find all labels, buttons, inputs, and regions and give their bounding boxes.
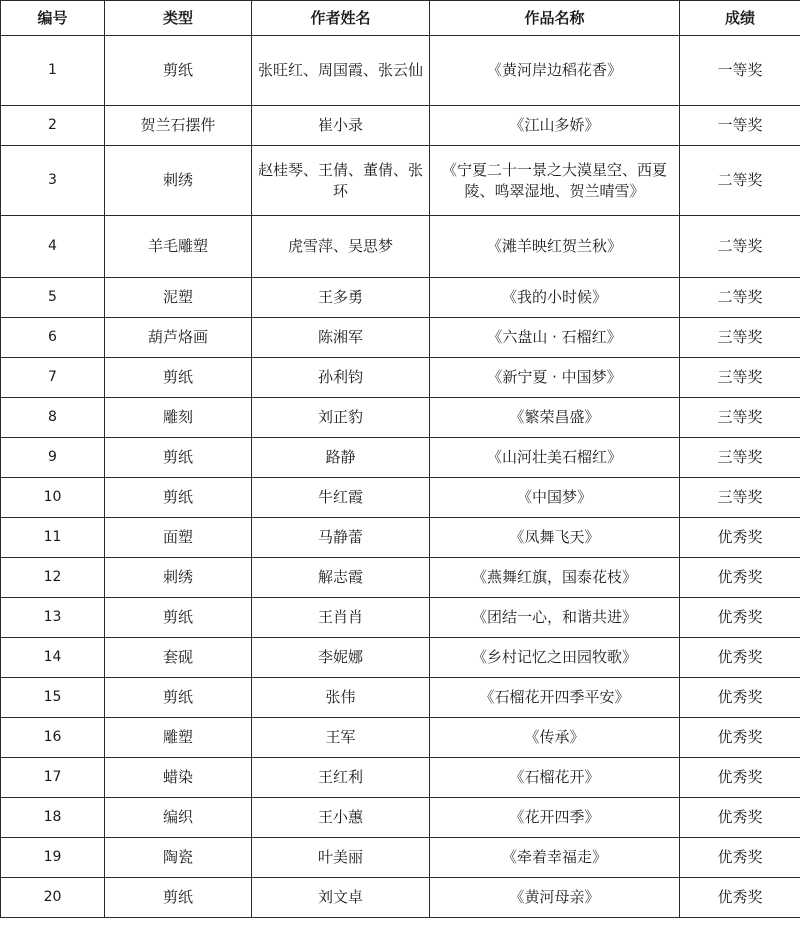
cell-type: 羊毛雕塑 <box>105 216 252 278</box>
cell-title: 《石榴花开四季平安》 <box>430 678 680 718</box>
header-author: 作者姓名 <box>252 1 430 36</box>
cell-type: 贺兰石摆件 <box>105 106 252 146</box>
cell-award: 二等奖 <box>680 146 800 216</box>
table-row <box>1 638 800 678</box>
cell-title: 《中国梦》 <box>430 478 680 518</box>
cell-award: 优秀奖 <box>680 878 800 918</box>
table-row <box>1 278 800 318</box>
header-type: 类型 <box>105 1 252 36</box>
cell-title: 《繁荣昌盛》 <box>430 398 680 438</box>
cell-award: 优秀奖 <box>680 798 800 838</box>
cell-author: 张伟 <box>252 678 430 718</box>
table-row <box>1 678 800 718</box>
cell-number: 10 <box>1 478 105 518</box>
cell-number: 16 <box>1 718 105 758</box>
table-row <box>1 398 800 438</box>
cell-type: 葫芦烙画 <box>105 318 252 358</box>
cell-award: 优秀奖 <box>680 638 800 678</box>
cell-title: 《黄河母亲》 <box>430 878 680 918</box>
cell-title: 《滩羊映红贺兰秋》 <box>430 216 680 278</box>
table-row <box>1 518 800 558</box>
cell-award: 优秀奖 <box>680 598 800 638</box>
cell-author: 王小蕙 <box>252 798 430 838</box>
header-row <box>1 1 800 36</box>
cell-type: 雕塑 <box>105 718 252 758</box>
cell-title: 《山河壮美石榴红》 <box>430 438 680 478</box>
header-award: 成绩 <box>680 1 800 36</box>
table-row <box>1 798 800 838</box>
cell-author: 崔小录 <box>252 106 430 146</box>
cell-award: 一等奖 <box>680 106 800 146</box>
cell-author: 刘文卓 <box>252 878 430 918</box>
table-row <box>1 318 800 358</box>
cell-author: 王肖肖 <box>252 598 430 638</box>
cell-award: 优秀奖 <box>680 838 800 878</box>
cell-award: 一等奖 <box>680 36 800 106</box>
cell-author: 张旺红、周国霞、张云仙 <box>252 36 430 106</box>
table-row <box>1 838 800 878</box>
cell-number: 11 <box>1 518 105 558</box>
cell-award: 优秀奖 <box>680 678 800 718</box>
cell-award: 三等奖 <box>680 478 800 518</box>
cell-author: 牛红霞 <box>252 478 430 518</box>
cell-title: 《传承》 <box>430 718 680 758</box>
cell-number: 18 <box>1 798 105 838</box>
cell-award: 二等奖 <box>680 216 800 278</box>
cell-type: 剪纸 <box>105 598 252 638</box>
cell-award: 三等奖 <box>680 398 800 438</box>
cell-award: 优秀奖 <box>680 558 800 598</box>
cell-type: 剪纸 <box>105 438 252 478</box>
table-header <box>1 1 800 36</box>
cell-title: 《乡村记忆之田园牧歌》 <box>430 638 680 678</box>
cell-author: 王军 <box>252 718 430 758</box>
table-row <box>1 216 800 278</box>
cell-type: 编织 <box>105 798 252 838</box>
cell-title: 《团结一心，和谐共进》 <box>430 598 680 638</box>
cell-author: 王多勇 <box>252 278 430 318</box>
cell-type: 刺绣 <box>105 146 252 216</box>
table-row <box>1 106 800 146</box>
cell-author: 马静蕾 <box>252 518 430 558</box>
header-number: 编号 <box>1 1 105 36</box>
cell-number: 15 <box>1 678 105 718</box>
cell-award: 优秀奖 <box>680 718 800 758</box>
cell-number: 13 <box>1 598 105 638</box>
cell-type: 剪纸 <box>105 36 252 106</box>
cell-author: 解志霞 <box>252 558 430 598</box>
cell-number: 7 <box>1 358 105 398</box>
cell-type: 剪纸 <box>105 878 252 918</box>
cell-award: 三等奖 <box>680 358 800 398</box>
cell-type: 剪纸 <box>105 358 252 398</box>
cell-author: 陈湘军 <box>252 318 430 358</box>
cell-type: 套砚 <box>105 638 252 678</box>
cell-type: 雕刻 <box>105 398 252 438</box>
table-row <box>1 146 800 216</box>
cell-award: 优秀奖 <box>680 758 800 798</box>
cell-title: 《凤舞飞天》 <box>430 518 680 558</box>
cell-author: 李妮娜 <box>252 638 430 678</box>
cell-author: 刘正豹 <box>252 398 430 438</box>
cell-number: 20 <box>1 878 105 918</box>
cell-award: 三等奖 <box>680 318 800 358</box>
cell-number: 12 <box>1 558 105 598</box>
cell-title: 《石榴花开》 <box>430 758 680 798</box>
cell-number: 1 <box>1 36 105 106</box>
cell-type: 剪纸 <box>105 478 252 518</box>
cell-award: 优秀奖 <box>680 518 800 558</box>
cell-type: 刺绣 <box>105 558 252 598</box>
cell-title: 《宁夏二十一景之大漠星空、西夏陵、鸣翠湿地、贺兰晴雪》 <box>430 146 680 216</box>
cell-title: 《六盘山 · 石榴红》 <box>430 318 680 358</box>
cell-title: 《燕舞红旗，国泰花枝》 <box>430 558 680 598</box>
table-row <box>1 558 800 598</box>
cell-number: 6 <box>1 318 105 358</box>
cell-title: 《江山多娇》 <box>430 106 680 146</box>
cell-type: 陶瓷 <box>105 838 252 878</box>
cell-author: 赵桂琴、王倩、董倩、张环 <box>252 146 430 216</box>
cell-type: 面塑 <box>105 518 252 558</box>
cell-title: 《我的小时候》 <box>430 278 680 318</box>
cell-award: 三等奖 <box>680 438 800 478</box>
cell-author: 王红利 <box>252 758 430 798</box>
cell-type: 泥塑 <box>105 278 252 318</box>
header-title: 作品名称 <box>430 1 680 36</box>
cell-author: 叶美丽 <box>252 838 430 878</box>
cell-title: 《黄河岸边稻花香》 <box>430 36 680 106</box>
cell-title: 《新宁夏 · 中国梦》 <box>430 358 680 398</box>
cell-type: 蜡染 <box>105 758 252 798</box>
table-body <box>1 36 800 918</box>
cell-author: 虎雪萍、吴思梦 <box>252 216 430 278</box>
table-row <box>1 478 800 518</box>
table-row <box>1 878 800 918</box>
cell-author: 孙利钧 <box>252 358 430 398</box>
table-row <box>1 438 800 478</box>
cell-title: 《花开四季》 <box>430 798 680 838</box>
cell-number: 2 <box>1 106 105 146</box>
table-row <box>1 36 800 106</box>
cell-number: 9 <box>1 438 105 478</box>
table-row <box>1 358 800 398</box>
cell-number: 8 <box>1 398 105 438</box>
cell-title: 《牵着幸福走》 <box>430 838 680 878</box>
cell-number: 14 <box>1 638 105 678</box>
cell-author: 路静 <box>252 438 430 478</box>
table-row <box>1 718 800 758</box>
cell-number: 3 <box>1 146 105 216</box>
cell-number: 4 <box>1 216 105 278</box>
table-row <box>1 758 800 798</box>
cell-type: 剪纸 <box>105 678 252 718</box>
cell-award: 二等奖 <box>680 278 800 318</box>
cell-number: 19 <box>1 838 105 878</box>
table-row <box>1 598 800 638</box>
cell-number: 5 <box>1 278 105 318</box>
cell-number: 17 <box>1 758 105 798</box>
